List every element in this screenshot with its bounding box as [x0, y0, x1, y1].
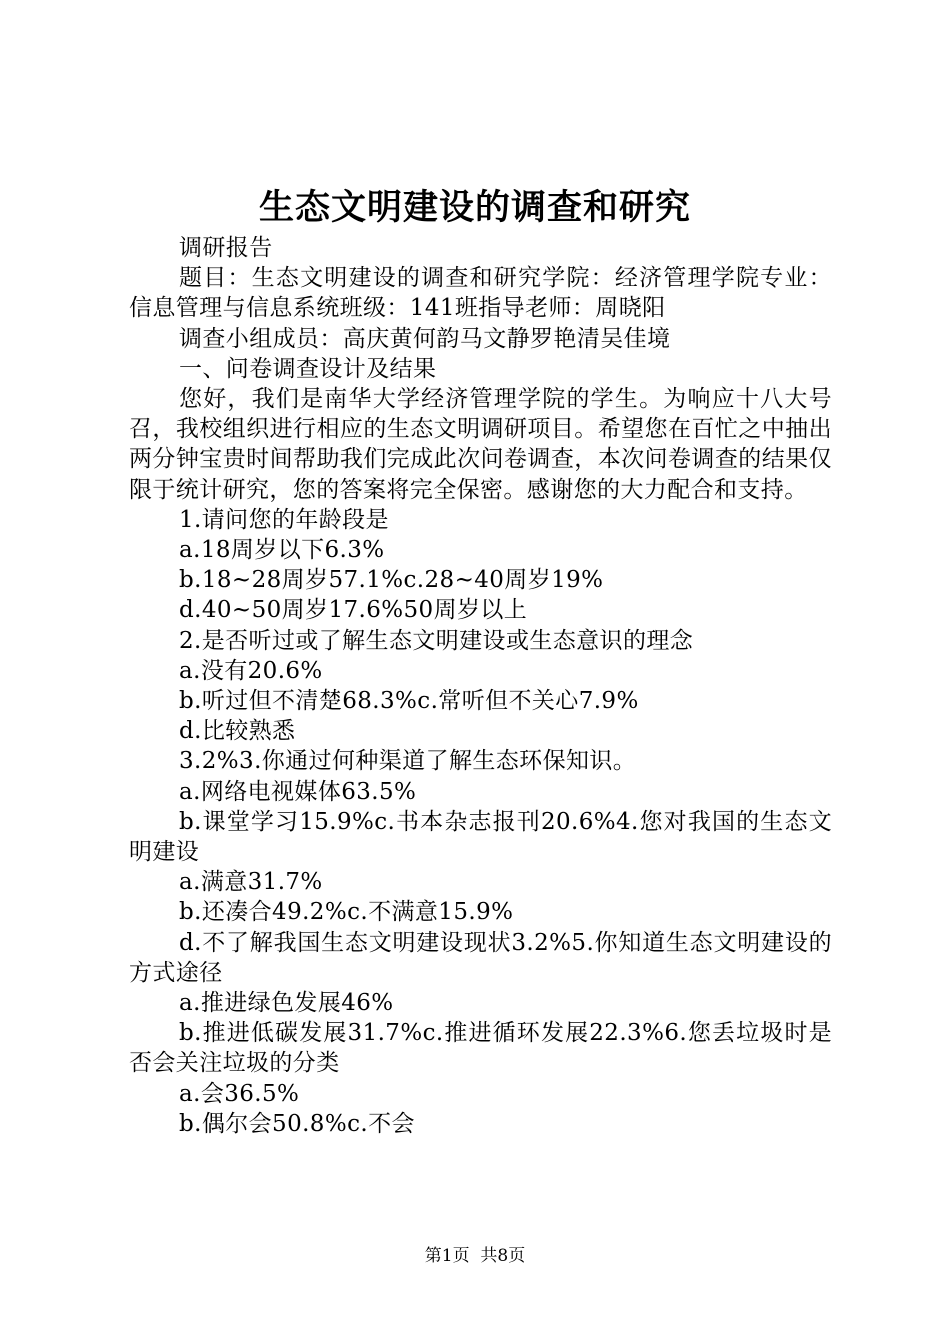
answer-option: b.18~28周岁57.1%c.28~40周岁19%: [179, 567, 604, 594]
answer-option: d.不了解我国生态文明建设现状3.2%5.你知道生态文明建设的方式途径: [129, 929, 832, 986]
answer-option: a.网络电视媒体63.5%: [179, 778, 417, 805]
document-title: 生态文明建设的调查和研究: [258, 187, 691, 228]
paragraph: 调研报告: [179, 235, 273, 261]
answer-option: b.还凑合49.2%c.不满意15.9%: [179, 899, 514, 926]
answer-option: d.40~50周岁17.6%50周岁以上: [179, 597, 528, 624]
answer-option: d.比较熟悉: [179, 718, 296, 745]
answer-option: b.推进低碳发展31.7%c.推进循环发展22.3%6.您丢垃圾时是否会关注垃圾的分类: [129, 1020, 832, 1077]
paragraph: 题目：生态文明建设的调查和研究学院：经济管理学院专业：信息管理与信息系统班级：141班指导老师：周晓阳: [129, 265, 832, 322]
section-heading: 一、问卷调查设计及结果: [179, 355, 437, 382]
document-body: [129, 233, 832, 1139]
question: 1.请问您的年龄段是: [179, 506, 389, 533]
page-footer: [0, 1245, 950, 1267]
page-total: 共8页: [480, 1246, 526, 1266]
question: 2.是否听过或了解生态文明建设或生态意识的理念: [179, 627, 694, 654]
answer-option: b.偶尔会50.8%c.不会: [179, 1110, 415, 1137]
answer-option: a.没有20.6%: [179, 657, 323, 684]
answer-option: a.推进绿色发展46%: [179, 990, 394, 1017]
answer-option: a.会36.5%: [179, 1080, 300, 1107]
answer-option: a.18周岁以下6.3%: [179, 537, 385, 564]
paragraph: 您好，我们是南华大学经济管理学院的学生。为响应十八大号召，我校组织进行相应的生态文明调研项目。希望您在百忙之中抽出两分钟宝贵时间帮助我们完成此次问卷调查，本次问卷调查的结果仅限于统计研究，您的答案将完全保密。感谢您的大力配合和支持。: [129, 386, 832, 503]
page-number: 第1页: [424, 1246, 470, 1266]
answer-option: b.听过但不清楚68.3%c.常听但不关心7.9%: [179, 688, 639, 715]
paragraph: 调查小组成员：高庆黄何韵马文静罗艳清吴佳境: [179, 325, 671, 352]
answer-option: b.课堂学习15.9%c.书本杂志报刊20.6%4.您对我国的生态文明建设: [129, 808, 832, 866]
answer-option: a.满意31.7%: [179, 869, 323, 896]
question: 3.2%3.你通过何种渠道了解生态环保知识。: [179, 748, 637, 775]
